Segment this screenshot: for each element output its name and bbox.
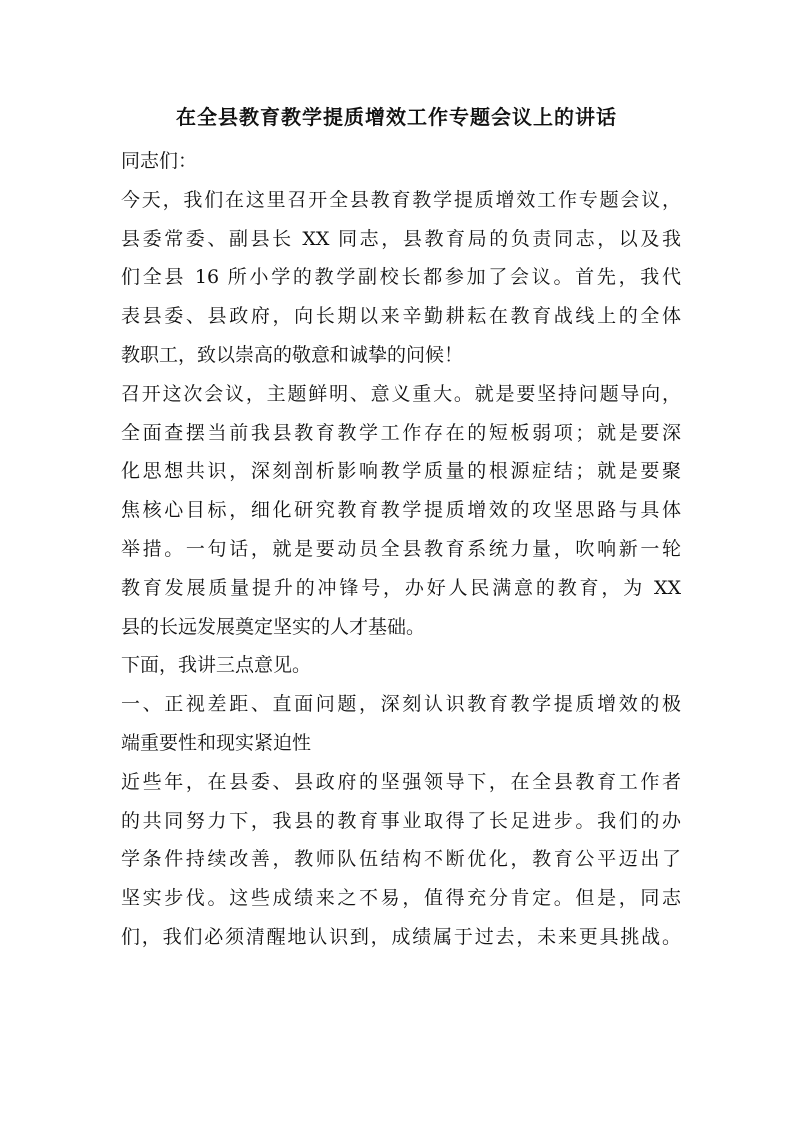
document-body xyxy=(121,150,681,965)
salutation-line: 同志们： xyxy=(121,150,198,172)
paragraph-line: 教育发展质量提升的冲锋号，办好人民满意的教育，为 XX xyxy=(121,576,681,599)
paragraph-line: 县委常委、副县长 XX 同志，县教育局的负责同志，以及我 xyxy=(121,227,681,250)
section-heading-line: 端重要性和现实紧迫性 xyxy=(121,731,312,754)
paragraph-line: 化思想共识，深刻剖析影响教学质量的根源症结；就是要聚 xyxy=(121,460,681,483)
paragraph-line: 举措。一句话，就是要动员全县教育系统力量，吹响新一轮 xyxy=(121,537,681,560)
section-heading-line: 一、正视差距、直面问题，深刻认识教育教学提质增效的极 xyxy=(121,693,681,716)
paragraph-line: 县的长远发展奠定坚实的人才基础。 xyxy=(121,615,426,638)
document-title: 在全县教育教学提质增效工作专题会议上的讲话 xyxy=(176,105,617,129)
paragraph-line: 近些年，在县委、县政府的坚强领导下，在全县教育工作者 xyxy=(121,770,681,793)
paragraph-line: 表县委、县政府，向长期以来辛勤耕耘在教育战线上的全体 xyxy=(121,305,681,328)
paragraph-line: 下面，我讲三点意见。 xyxy=(121,654,312,677)
paragraph-line: 学条件持续改善，教师队伍结构不断优化，教育公平迈出了 xyxy=(121,848,681,871)
paragraph-line: 今天，我们在这里召开全县教育教学提质增效工作专题会议， xyxy=(121,188,681,211)
paragraph-line: 们全县 16 所小学的教学副校长都参加了会议。首先，我代 xyxy=(121,266,681,289)
paragraph-line: 焦核心目标，细化研究教育教学提质增效的攻坚思路与具体 xyxy=(121,499,681,522)
paragraph-line: 全面查摆当前我县教育教学工作存在的短板弱项；就是要深 xyxy=(121,421,681,444)
paragraph-line: 召开这次会议，主题鲜明、意义重大。就是要坚持问题导向， xyxy=(121,382,681,405)
paragraph-line: 的共同努力下，我县的教育事业取得了长足进步。我们的办 xyxy=(121,809,681,832)
paragraph-line: 们，我们必须清醒地认识到，成绩属于过去，未来更具挑战。 xyxy=(121,925,681,948)
paragraph-line: 教职工，致以崇高的敬意和诚挚的问候！ xyxy=(121,343,464,366)
paragraph-line: 坚实步伐。这些成绩来之不易，值得充分肯定。但是，同志 xyxy=(121,887,681,910)
